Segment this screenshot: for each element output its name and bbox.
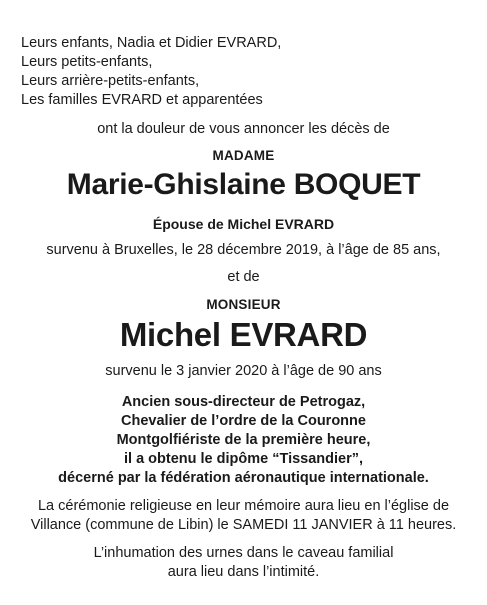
deceased1-honorific: MADAME <box>212 148 275 163</box>
connector-text: et de <box>227 269 260 285</box>
title-line: Chevalier de l’ordre de la Couronne <box>121 413 366 429</box>
burial-info <box>18 544 469 582</box>
family-line: Leurs enfants, Nadia et Didier EVRARD, <box>21 35 282 51</box>
family-line: Leurs petits-enfants, <box>21 54 153 70</box>
family-line: Les familles EVRARD et apparentées <box>21 92 263 108</box>
title-line: il a obtenu le dipôme “Tissandier”, <box>123 451 364 467</box>
deceased2-detail: survenu le 3 janvier 2020 à l’âge de 90 ans <box>105 363 382 379</box>
deceased2-honorific: MONSIEUR <box>206 297 281 312</box>
title-line: décerné par la fédération aéronautique internationale. <box>58 470 429 486</box>
burial-line: aura lieu dans l’intimité. <box>167 564 320 580</box>
burial-line: L’inhumation des urnes dans le caveau familial <box>93 545 394 561</box>
title-line: Montgolfiériste de la première heure, <box>116 432 371 448</box>
ceremony-line: La cérémonie religieuse en leur mémoire aura lieu en l’église de <box>37 498 450 514</box>
family-list <box>21 34 469 110</box>
family-line: Leurs arrière-petits-enfants, <box>21 73 200 89</box>
ceremony-info <box>18 497 469 535</box>
title-line: Ancien sous-directeur de Petrogaz, <box>121 394 366 410</box>
deceased1-spouse-line: Épouse de Michel EVRARD <box>152 216 335 232</box>
announcement-text: ont la douleur de vous annoncer les décès de <box>97 121 390 137</box>
deceased2-titles <box>18 393 469 488</box>
deceased1-detail: survenu à Bruxelles, le 28 décembre 2019, à l’âge de 85 ans, <box>46 242 441 258</box>
deceased2-name: Michel EVRARD <box>119 316 368 353</box>
ceremony-line: Villance (commune de Libin) le SAMEDI 11 JANVIER à 11 heures. <box>30 517 457 533</box>
deceased1-name: Marie-Ghislaine BOQUET <box>66 168 421 201</box>
